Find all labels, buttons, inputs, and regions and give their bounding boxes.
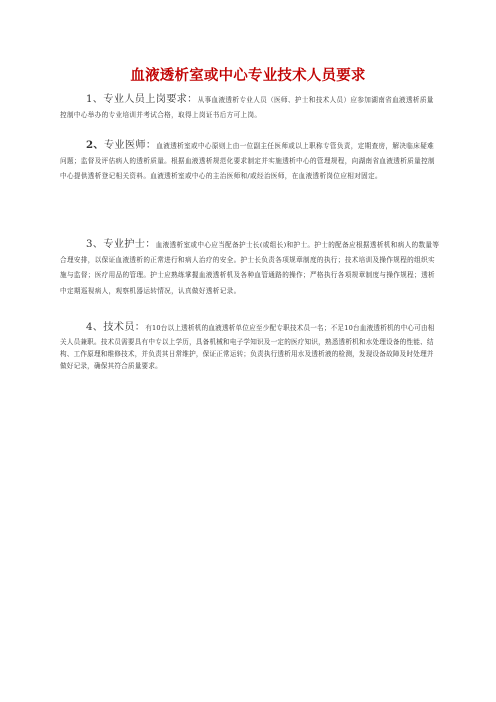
section-number: 2、 — [86, 139, 104, 151]
section-technician — [60, 320, 440, 373]
section-staff-requirements — [60, 92, 440, 123]
section-heading: 4、技术员： — [86, 322, 146, 333]
section-heading-text: 专业医师： — [103, 140, 157, 151]
section-heading: 1、专业人员上岗要求： — [86, 94, 198, 105]
section-heading — [86, 140, 156, 151]
section-body: 有10台以上透析机的血液透析单位应至少配专职技术员一名；不足10台血液透析机的中心可由相关人员兼职。技术员需要具有中专以上学历，具备机械和电子学知识及一定的医疗知识，熟悉透析机和水处理设备的性能、结构、工作原理和维修技术，并负责其日常维护，保证正常运转；负责执行透析用水及透析液的检测，发现设备故障及时处理并做好记录，确保其符合质量要求。 — [60, 324, 435, 371]
section-physician — [60, 138, 440, 185]
document-title: 血液透析室或中心专业技术人员要求 — [130, 68, 366, 84]
section-body: 血液透析室或中心原则上由一位副主任医师或以上职称专管负责，定期查房，解决临床疑难问题；监督及评估病人的透析质量。根据血液透析规范化要求制定并实施透析中心的管理规程，向湖南省血液透析质量控制中心提供透析登记相关资料。血液透析室或中心的主治医师和/或经治医师，在血液透析岗位应相对固定。 — [60, 142, 435, 181]
section-nurse — [60, 237, 440, 299]
section-heading: 3、专业护士： — [86, 239, 156, 250]
section-body: 血液透析室或中心应当配备护士长(或组长)和护士。护士的配备应根据透析机和病人的数量等合理安排，以保证血液透析的正常进行和病人治疗的安全。护士长负责各项规章制度的执行；技术培训及操作规程的组织实施与监督；医疗用品的管理。护士应熟练掌握血液透析机及各种血管通路的操作；严格执行各项规章制度与操作规程；透析中定期巡视病人，观察机器运转情况，认真做好透析记录。 — [60, 241, 440, 295]
section-body: 从事血液透析专业人员（医师、护士和技术人员）应参加湖南省血液透析质量控制中心举办的专业培训并考试合格，取得上岗证书后方可上岗。 — [60, 96, 434, 120]
